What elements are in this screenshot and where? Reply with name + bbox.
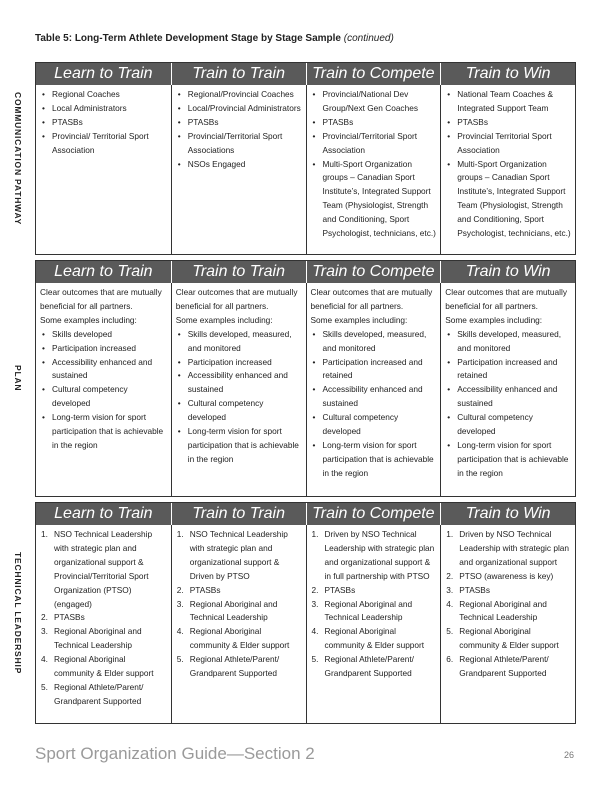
communication-pathway-block <box>35 62 576 255</box>
list-item: • PTASBs <box>40 116 168 130</box>
list-item: • Provincial Territorial Sport Association <box>445 130 572 158</box>
technical-leadership-block <box>35 502 576 724</box>
table-cell <box>171 525 306 723</box>
stage-header: Learn to Train <box>36 63 171 85</box>
list-item: • Participation increased and retained <box>445 356 572 384</box>
stage-header: Learn to Train <box>36 261 171 283</box>
list-item: • Skills developed, measured, and monitored <box>176 328 303 356</box>
bullet-list <box>176 328 303 467</box>
list-item: Regional Aboriginal community & Elder support <box>189 626 290 651</box>
list-item: • Provincial/ Territorial Sport Association <box>40 130 168 158</box>
table-caption <box>35 33 394 44</box>
list-item: • Local/Provincial Administrators <box>176 102 303 116</box>
plan-examples-label: Some examples including: <box>175 314 273 325</box>
numbered-list <box>40 528 168 709</box>
list-item: NSO Technical Leadership with strategic plan and organizational support & Driven by PTSO <box>189 529 288 581</box>
table-cell <box>440 85 575 254</box>
stage-header: Train to Train <box>171 503 306 525</box>
list-item: Regional Aboriginal and Technical Leadership <box>54 626 142 651</box>
list-item: • Accessibility enhanced and sustained <box>311 383 438 411</box>
numbered-list <box>311 528 438 681</box>
table-cell <box>36 525 171 723</box>
bullet-list <box>40 328 168 453</box>
list-item: Regional Athlete/Parent/ Grandparent Supported <box>459 654 549 679</box>
page-number: 26 <box>563 750 574 760</box>
list-item: • Skills developed <box>40 328 168 342</box>
list-item: Regional Aboriginal community & Elder support <box>324 626 425 651</box>
list-item: NSO Technical Leadership with strategic plan and organizational support & Provincial/Territorial Sport Organization (PTSO) (engaged) <box>54 529 153 609</box>
bullet-list <box>445 88 572 241</box>
table-cell <box>171 85 306 254</box>
list-item: Regional Athlete/Parent/ Grandparent Supported <box>324 654 414 679</box>
numbered-list <box>445 528 572 681</box>
list-item: PTSO (awareness is key) <box>459 570 554 581</box>
list-item: PTASBs <box>459 584 490 595</box>
list-item: Regional Aboriginal community & Elder support <box>54 654 154 679</box>
list-item: Driven by NSO Technical Leadership with strategic plan and organizational support & in full partnership with PTSO <box>324 529 435 581</box>
list-item: • Long-term vision for sport participation that is achievable in the region <box>40 411 168 453</box>
list-item: • Skills developed, measured, and monitored <box>445 328 572 356</box>
stage-header: Train to Compete <box>306 261 441 283</box>
bullet-list <box>176 88 303 171</box>
stage-header: Train to Win <box>440 63 575 85</box>
list-item: PTASBs <box>189 584 221 595</box>
table-cell <box>306 85 441 254</box>
bullet-list <box>311 328 438 481</box>
list-item: • Provincial/National Dev Group/Next Gen Coaches <box>311 88 438 116</box>
list-item: • Long-term vision for sport participation that is achievable in the region <box>176 425 303 467</box>
plan-examples-label: Some examples including: <box>310 314 408 325</box>
list-item: • Accessibility enhanced and sustained <box>176 369 303 397</box>
stage-header: Train to Win <box>440 503 575 525</box>
table-cell <box>440 283 575 496</box>
list-item: • PTASBs <box>311 116 438 130</box>
list-item: Regional Aboriginal community & Elder support <box>459 626 559 651</box>
list-item: • Cultural competency developed <box>176 397 303 425</box>
list-item: Driven by NSO Technical Leadership with strategic plan and organizational support <box>459 529 570 567</box>
list-item: • Accessibility enhanced and sustained <box>445 383 572 411</box>
list-item: • Provincial/Territorial Sport Association <box>311 130 438 158</box>
plan-intro: Clear outcomes that are mutually beneficial for all partners. <box>445 287 567 311</box>
stage-header: Train to Train <box>171 63 306 85</box>
plan-examples-label: Some examples including: <box>445 314 543 325</box>
plan-block <box>35 260 576 497</box>
table-cell <box>306 525 441 723</box>
bullet-list <box>445 328 572 481</box>
plan-examples-label: Some examples including: <box>40 314 137 325</box>
list-item: • Provincial/Territorial Sport Associations <box>176 130 303 158</box>
list-item: Regional Aboriginal and Technical Leadership <box>324 598 413 623</box>
list-item: Regional Aboriginal and Technical Leadership <box>459 598 547 623</box>
table-cell <box>440 525 575 723</box>
stage-header: Train to Win <box>440 261 575 283</box>
stage-header: Train to Compete <box>306 63 441 85</box>
plan-intro: Clear outcomes that are mutually beneficial for all partners. <box>40 287 162 311</box>
list-item: • Regional/Provincial Coaches <box>176 88 303 102</box>
stage-header: Train to Train <box>171 261 306 283</box>
table-cell <box>36 283 171 496</box>
list-item: PTASBs <box>54 612 85 623</box>
list-item: • Cultural competency developed <box>311 411 438 439</box>
list-item: • National Team Coaches & Integrated Support Team <box>445 88 572 116</box>
bullet-list <box>311 88 438 241</box>
list-item: • Participation increased and retained <box>311 356 438 384</box>
list-item: • Long-term vision for sport participation that is achievable in the region <box>311 439 438 481</box>
list-item: • Multi-Sport Organization groups – Canadian Sport Institute’s, Integrated Support Team (Physiologist, Strength and Conditioning, Sport Psychologist, technicians, etc.) <box>445 158 572 241</box>
list-item: • Multi-Sport Organization groups – Canadian Sport Institute’s, Integrated Support Team (Physiologist, Strength and Conditioning, Sport Psychologist, technicians, etc.) <box>311 158 438 241</box>
list-item: Regional Athlete/Parent/ Grandparent Supported <box>54 681 144 706</box>
list-item: • Participation increased <box>40 342 168 356</box>
numbered-list <box>176 528 303 681</box>
table-cell <box>171 283 306 496</box>
table-cell <box>306 283 441 496</box>
caption-suffix: (continued) <box>343 33 394 44</box>
list-item: • PTASBs <box>176 116 303 130</box>
list-item: • Regional Coaches <box>40 88 168 102</box>
plan-intro: Clear outcomes that are mutually beneficial for all partners. <box>310 287 433 311</box>
list-item: • Cultural competency developed <box>445 411 572 439</box>
list-item: • Skills developed, measured, and monitored <box>311 328 438 356</box>
list-item: Regional Aboriginal and Technical Leadership <box>189 598 278 623</box>
list-item: PTASBs <box>324 584 356 595</box>
list-item: Regional Athlete/Parent/ Grandparent Supported <box>189 654 280 679</box>
stage-header: Learn to Train <box>36 503 171 525</box>
list-item: • Long-term vision for sport participation that is achievable in the region <box>445 439 572 481</box>
list-item: • Cultural competency developed <box>40 383 168 411</box>
list-item: • Participation increased <box>176 356 303 370</box>
section-label-technical: TECHNICAL LEADERSHIP <box>13 551 23 675</box>
plan-intro: Clear outcomes that are mutually beneficial for all partners. <box>175 287 298 311</box>
list-item: • NSOs Engaged <box>176 158 303 172</box>
stage-header: Train to Compete <box>306 503 441 525</box>
table-cell <box>36 85 171 254</box>
list-item: • Local Administrators <box>40 102 168 116</box>
section-label-communication: COMMUNICATION PATHWAY <box>13 91 23 226</box>
list-item: • PTASBs <box>445 116 572 130</box>
list-item: • Accessibility enhanced and sustained <box>40 356 168 384</box>
bullet-list <box>40 88 168 158</box>
section-label-plan: PLAN <box>13 365 23 392</box>
caption-title: Table 5: Long-Term Athlete Development Stage by Stage Sample <box>35 33 341 44</box>
footer-title: Sport Organization Guide—Section 2 <box>35 744 315 763</box>
